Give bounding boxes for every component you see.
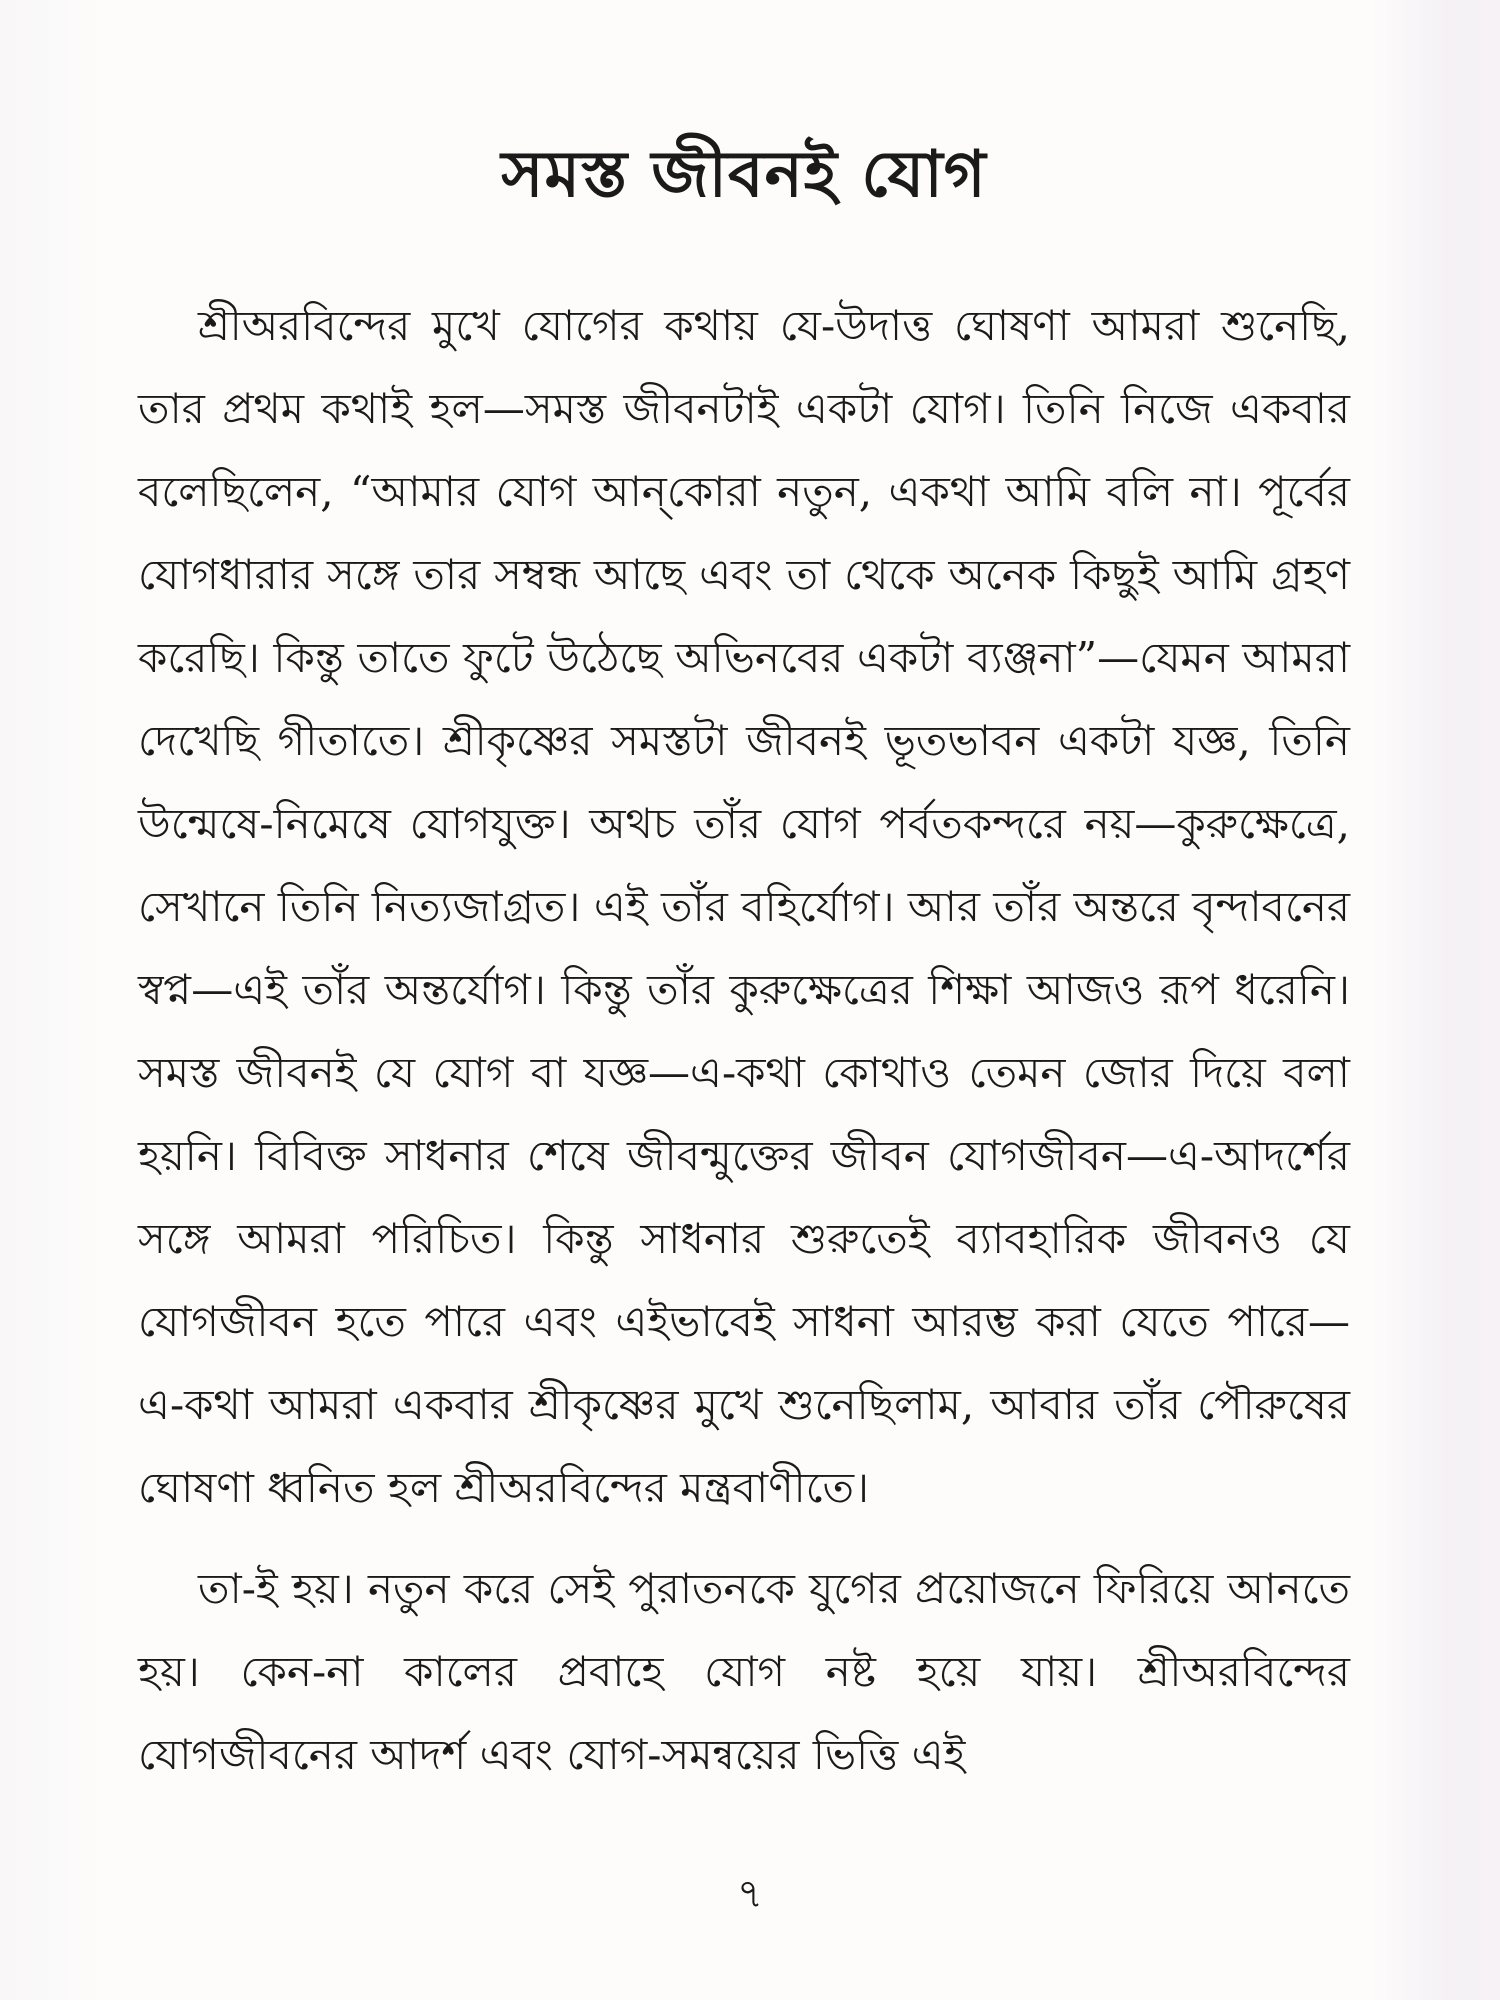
page-content bbox=[138, 130, 1350, 1796]
paragraph-2: তা-ই হয়। নতুন করে সেই পুরাতনকে যুগের প্রয়োজনে ফিরিয়ে আনতে হয়। কেন-না কালের প্রবাহে যোগ নষ্ট হয়ে যায়। শ্রীঅরবিন্দের যোগজীবনের আদর্শ এবং যোগ-সমন্বয়ের ভিত্তি এই bbox=[138, 1564, 1350, 1779]
chapter-title: সমস্ত জীবনই যোগ bbox=[501, 138, 987, 212]
paragraph-1: শ্রীঅরবিন্দের মুখে যোগের কথায় যে-উদাত্ত ঘোষণা আমরা শুনেছি, তার প্রথম কথাই হল—সমস্ত জীবনটাই একটা যোগ। তিনি নিজে একবার বলেছিলেন, “আমার যোগ আন্‌কোরা নতুন, একথা আমি বলি না। পূর্বের যোগধারার সঙ্গে তার সম্বন্ধ আছে এবং তা থেকে অনেক কিছুই আমি গ্রহণ করেছি। কিন্তু তাতে ফুটে উঠেছে অভিনবের একটা ব্যঞ্জনা”—যেমন আমরা দেখেছি গীতাতে। শ্রীকৃষ্ণের সমস্তটা জীবনই ভূতভাবন একটা যজ্ঞ, তিনি উন্মেষে-নিমেষে যোগযুক্ত। অথচ তাঁর যোগ পর্বতকন্দরে নয়—কুরুক্ষেত্রে, সেখানে তিনি নিত্যজাগ্রত। এই তাঁর বহির্যোগ। আর তাঁর অন্তরে বৃন্দাবনের স্বপ্ন—এই তাঁর অন্তর্যোগ। কিন্তু তাঁর কুরুক্ষেত্রের শিক্ষা আজও রূপ ধরেনি। সমস্ত জীবনই যে যোগ বা যজ্ঞ—এ-কথা কোথাও তেমন জোর দিয়ে বলা হয়নি। বিবিক্ত সাধনার শেষে জীবন্মুক্তের জীবন যোগজীবন—এ-আদর্শের সঙ্গে আমরা পরিচিত। কিন্তু সাধনার শুরুতেই ব্যাবহারিক জীবনও যে যোগজীবন হতে পারে এবং এইভাবেই সাধনা আরম্ভ করা যেতে পারে—এ-কথা আমরা একবার শ্রীকৃষ্ণের মুখে শুনেছিলাম, আবার তাঁর পৌরুষের ঘোষণা ধ্বনিত হল শ্রীঅরবিন্দের মন্ত্রবাণীতে। bbox=[138, 301, 1350, 1512]
page-shadow bbox=[0, 0, 110, 2000]
page-number: ৭ bbox=[736, 1871, 763, 1917]
bleed-through-shading bbox=[1370, 0, 1500, 2000]
